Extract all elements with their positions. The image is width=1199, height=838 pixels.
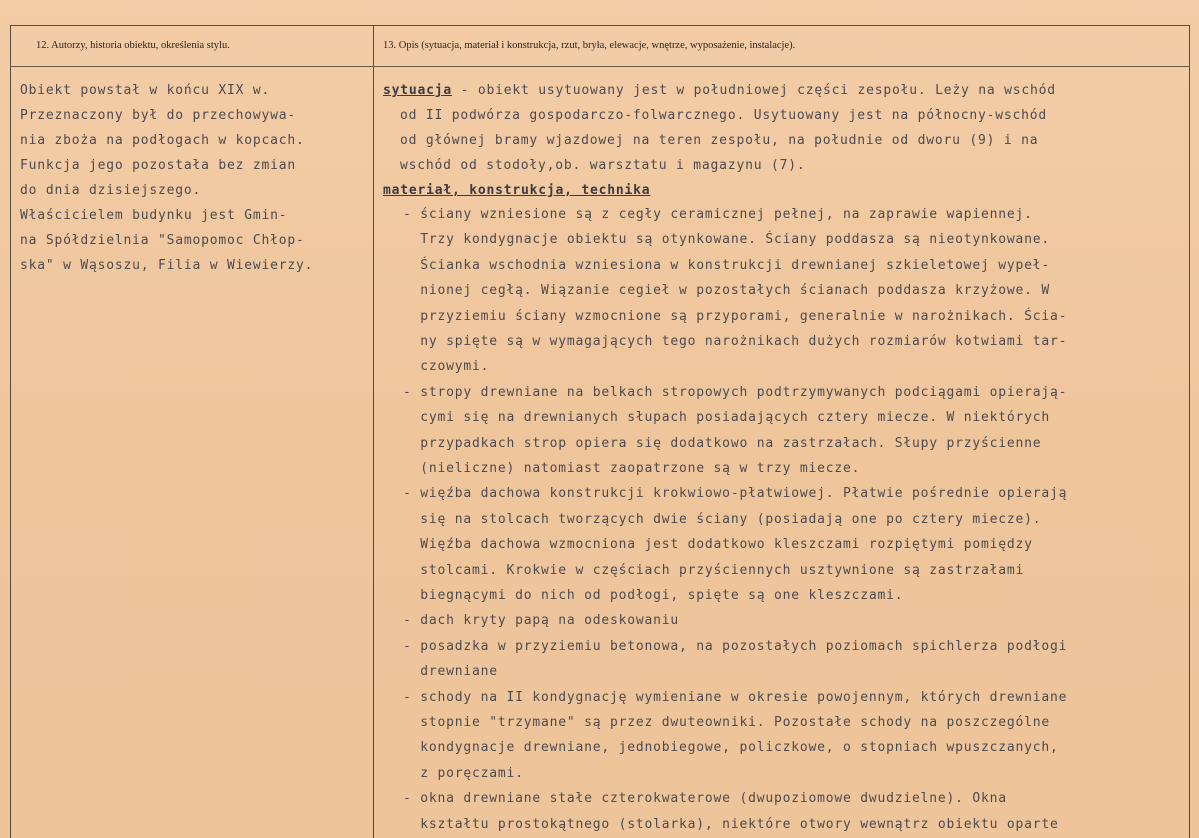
history-line: nia zboża na podłogach w kopcach. bbox=[20, 133, 305, 148]
history-line: Właścicielem budynku jest Gmin- bbox=[20, 208, 288, 223]
history-line: ska" w Wąsoszu, Filia w Wiewierzy. bbox=[20, 258, 314, 273]
description-line: ny spięte są w wymagających tego narożnikach dużych rozmiarów kotwiami tar- bbox=[403, 334, 1068, 349]
description-line: się na stolcach tworzących dwie ściany (posiadają one po cztery miecze). bbox=[403, 511, 1042, 527]
description-line: biegnącymi do nich od podłogi, spięte są one kleszczami. bbox=[403, 588, 904, 603]
description-line: czowymi. bbox=[403, 359, 490, 375]
description-line: kondygnacje drewniane, jednobiegowe, policzkowe, o stopniach wpuszczanych, bbox=[403, 740, 1059, 756]
column-divider bbox=[373, 25, 374, 838]
situation-line bbox=[383, 83, 1056, 98]
description-line: przypadkach strop opiera się dodatkowo na zastrzałach. Słupy przyścienne bbox=[403, 435, 1042, 451]
description-line: (nieliczne) natomiast zaopatrzone są w trzy miecze. bbox=[403, 461, 861, 476]
description-line: cymi się na drewnianych słupach posiadających cztery miecze. W niektórych bbox=[403, 410, 1050, 426]
history-line: do dnia dzisiejszego. bbox=[20, 183, 202, 198]
situation-line: wschód od stodoły,ob. warsztatu i magazynu (7). bbox=[400, 158, 806, 173]
material-heading: materiał, konstrukcja, technika bbox=[383, 183, 651, 198]
history-line: Funkcja jego pozostała bez zmian bbox=[20, 158, 297, 173]
description-line: Trzy kondygnacje obiektu są otynkowane. Ściany poddasza są nieotynkowane. bbox=[403, 232, 1050, 248]
history-line: Obiekt powstał w końcu XIX w. bbox=[20, 83, 271, 98]
description-line: - okna drewniane stałe czterokwaterowe (dwupoziomowe dwudzielne). Okna bbox=[403, 791, 1007, 807]
description-line: stolcami. Krokwie w częściach przyściennych usztywnione są zastrzałami bbox=[403, 562, 1025, 578]
description-line: - schody na II kondygnację wymieniane w okresie powojennym, których drewniane bbox=[403, 689, 1068, 705]
description-line: przyziemiu ściany wzmocnione są przyporami, generalnie w narożnikach. Ścia- bbox=[403, 308, 1068, 324]
history-line: Przeznaczony był do przechowywa- bbox=[20, 108, 297, 123]
description-line: Ścianka wschodnia wzniesiona w konstrukcji drewnianej szkieletowej wypeł- bbox=[403, 257, 1050, 273]
description-line: - ściany wzniesione są z cegły ceramicznej pełnej, na zaprawie wapiennej. bbox=[403, 207, 1033, 222]
description-line: - więźba dachowa konstrukcji krokwiowo-płatwiowej. Płatwie pośrednie opierają bbox=[403, 486, 1068, 502]
col13-header: 13. Opis (sytuacja, materiał i konstrukcja, rzut, bryła, elewacje, wnętrze, wyposażenie, instalacje). bbox=[383, 40, 796, 51]
description-line: nionej cegłą. Wiązanie cegieł w pozostałych ścianach poddasza krzyżowe. W bbox=[403, 283, 1050, 299]
situation-heading: sytuacja bbox=[383, 83, 453, 98]
header-rule bbox=[10, 66, 1190, 67]
situation-text: - obiekt usytuowany jest w południowej części zespołu. Leży na wschód bbox=[460, 83, 1056, 98]
description-line: Więźba dachowa wzmocniona jest dodatkowo kleszczami rozpiętymi pomiędzy bbox=[403, 537, 1033, 553]
history-line: na Spółdzielnia "Samopomoc Chłop- bbox=[20, 233, 305, 248]
col12-header: 12. Autorzy, historia obiektu, określenia stylu. bbox=[36, 40, 230, 51]
description-line: stopnie "trzymane" są przez dwuteowniki. Pozostałe schody na poszczególne bbox=[403, 715, 1050, 730]
description-line: kształtu prostokątnego (stolarka), niektóre otwory wewnątrz obiektu oparte bbox=[403, 816, 1059, 832]
description-line: - stropy drewniane na belkach stropowych podtrzymywanych podciągami opierają- bbox=[403, 384, 1068, 400]
description-line: - dach kryty papą na odeskowaniu bbox=[403, 613, 680, 629]
situation-line: od głównej bramy wjazdowej na teren zespołu, na południe od dworu (9) i na bbox=[400, 133, 1039, 148]
description-line: - posadzka w przyziemiu betonowa, na pozostałych poziomach spichlerza podłogi bbox=[403, 638, 1068, 654]
description-line: drewniane bbox=[403, 664, 498, 680]
description-line: z poręczami. bbox=[403, 765, 524, 781]
situation-line: od II podwórza gospodarczo-folwarcznego. Usytuowany jest na północny-wschód bbox=[400, 108, 1047, 123]
